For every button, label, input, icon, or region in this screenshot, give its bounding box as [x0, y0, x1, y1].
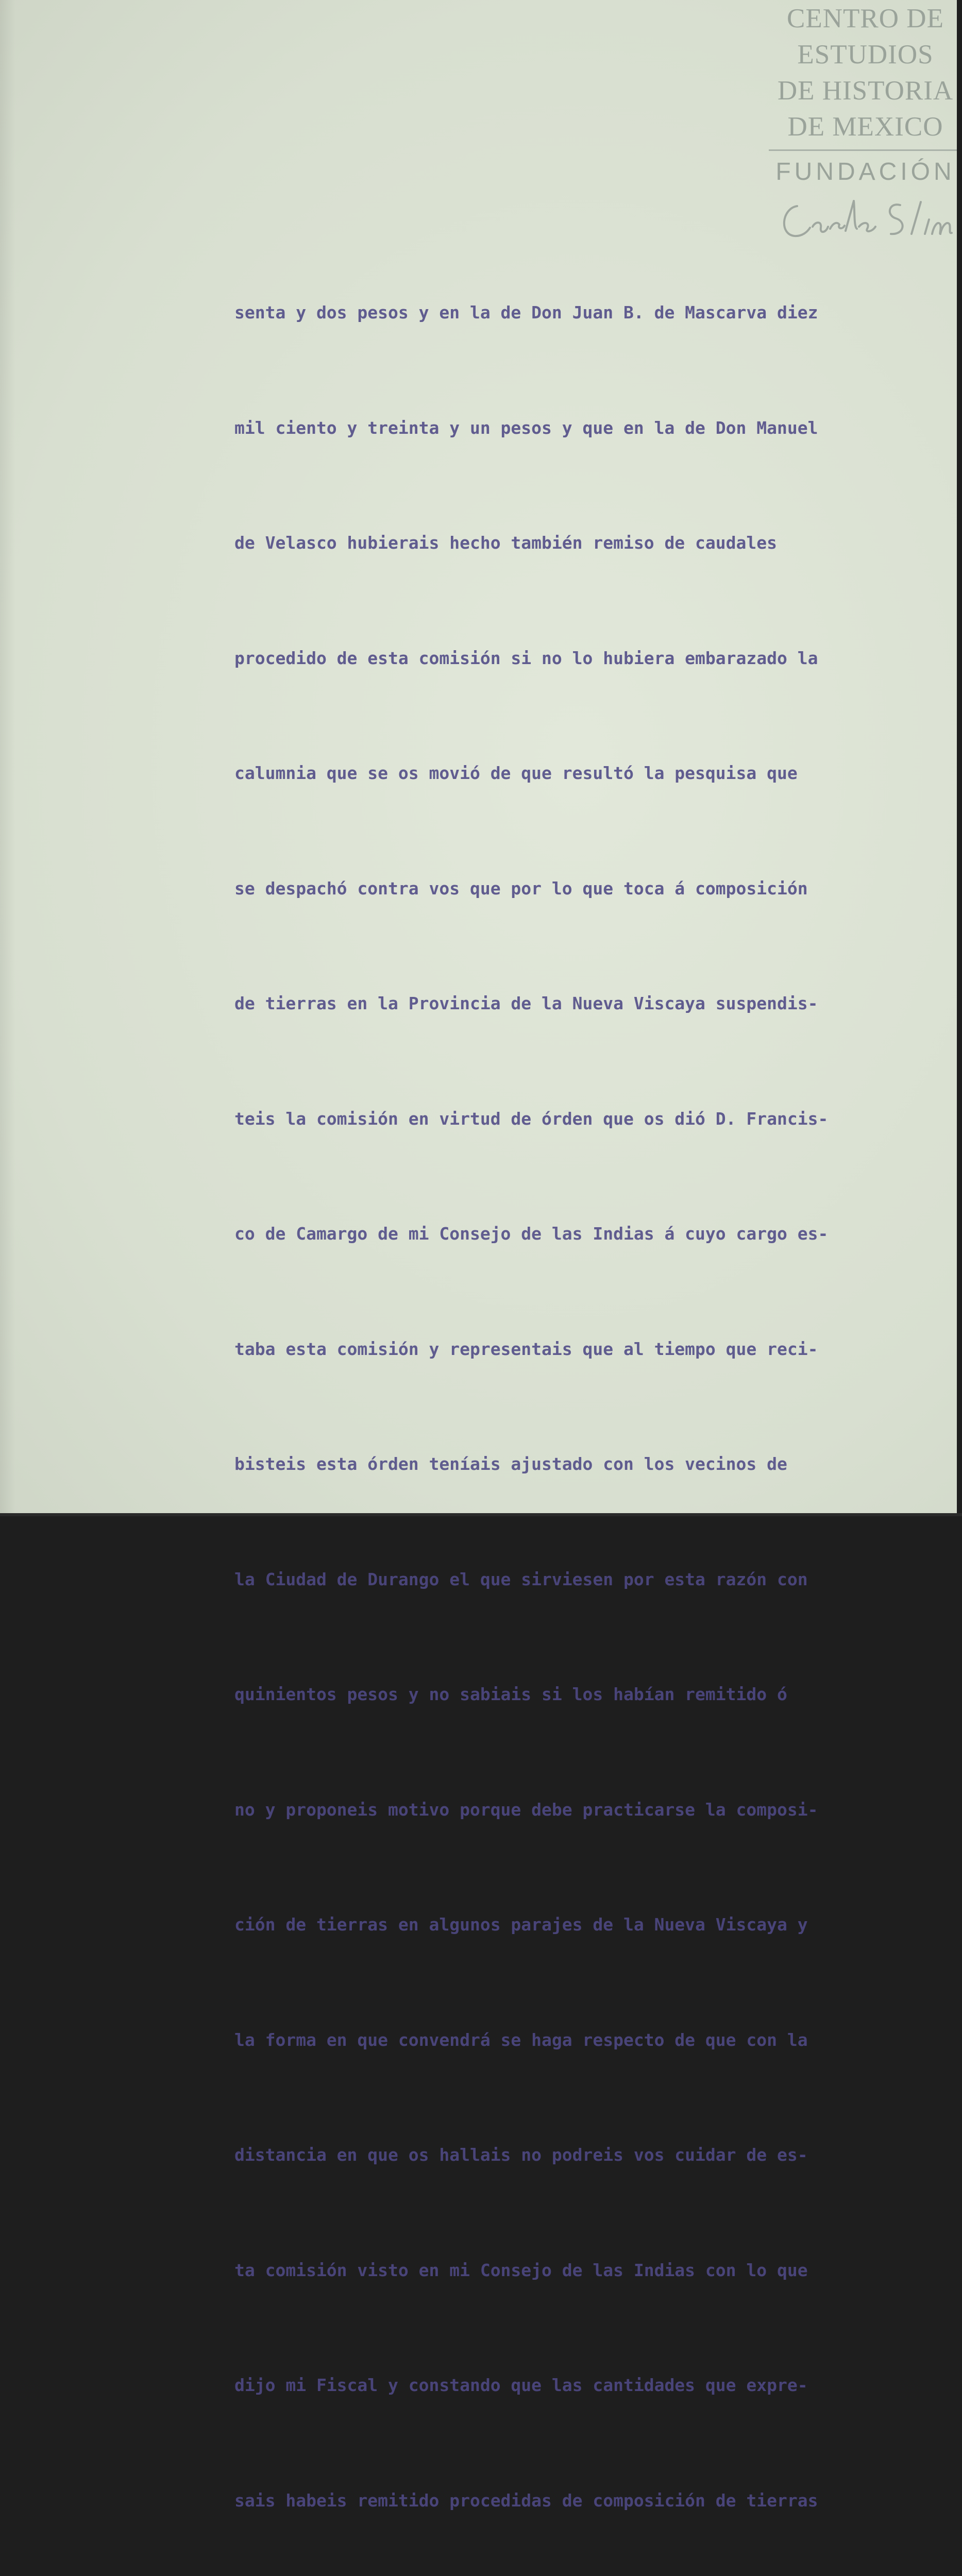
- text-line: la Ciudad de Durango el que sirviesen por esta razón con: [234, 1569, 808, 1589]
- text-line: bisteis esta órden teníais ajustado con los vecinos de: [234, 1454, 787, 1474]
- typed-letter-body: [234, 217, 904, 2576]
- text-line: ta comisión visto en mi Consejo de las Indias con lo que: [234, 2260, 808, 2280]
- stamp-divider: [769, 149, 962, 151]
- archive-watermark-stamp: [769, 0, 962, 237]
- text-line: de tierras en la Provincia de la Nueva Viscaya suspendis-: [234, 993, 818, 1013]
- stamp-line-5: FUNDACIÓN: [775, 158, 955, 185]
- text-line: se despachó contra vos que por lo que toca á composición: [234, 878, 808, 899]
- text-line: la forma en que convendrá se haga respecto de que con la: [234, 2029, 808, 2050]
- text-line: sais habeis remitido procedidas de composición de tierras: [234, 2490, 818, 2511]
- stamp-line-1: CENTRO DE: [787, 4, 944, 33]
- scan-right-border: [957, 0, 962, 1516]
- stamp-line-3: DE HISTORIA: [777, 76, 954, 106]
- text-line: senta y dos pesos y en la de Don Juan B. de Mascarva diez: [234, 302, 818, 323]
- stamp-line-4: DE MEXICO: [787, 112, 943, 142]
- text-line: dijo mi Fiscal y constando que las cantidades que expre-: [234, 2375, 808, 2395]
- text-line: quinientos pesos y no sabiais si los habían remitido ó: [234, 1684, 787, 1704]
- text-line: de Velasco hubierais hecho también remiso de caudales: [234, 533, 777, 553]
- text-line: taba esta comisión y representais que al tiempo que reci-: [234, 1338, 818, 1359]
- text-line: procedido de esta comisión si no lo hubiera embarazado la: [234, 648, 818, 668]
- text-line: calumnia que se os movió de que resultó la pesquisa que: [234, 763, 798, 783]
- text-line: co de Camargo de mi Consejo de las Indias á cuyo cargo es-: [234, 1224, 829, 1244]
- text-line: ción de tierras en algunos parajes de la Nueva Viscaya y: [234, 1914, 808, 1935]
- text-line: teis la comisión en virtud de órden que os dió D. Francis-: [234, 1108, 829, 1129]
- text-line: distancia en que os hallais no podreis vos cuidar de es-: [234, 2145, 808, 2165]
- text-line: no y proponeis motivo porque debe practicarse la composi-: [234, 1799, 818, 1820]
- text-line: mil ciento y treinta y un pesos y que en la de Don Manuel: [234, 417, 818, 438]
- scan-bottom-border: [0, 1513, 962, 1516]
- stamp-line-2: ESTUDIOS: [797, 40, 934, 70]
